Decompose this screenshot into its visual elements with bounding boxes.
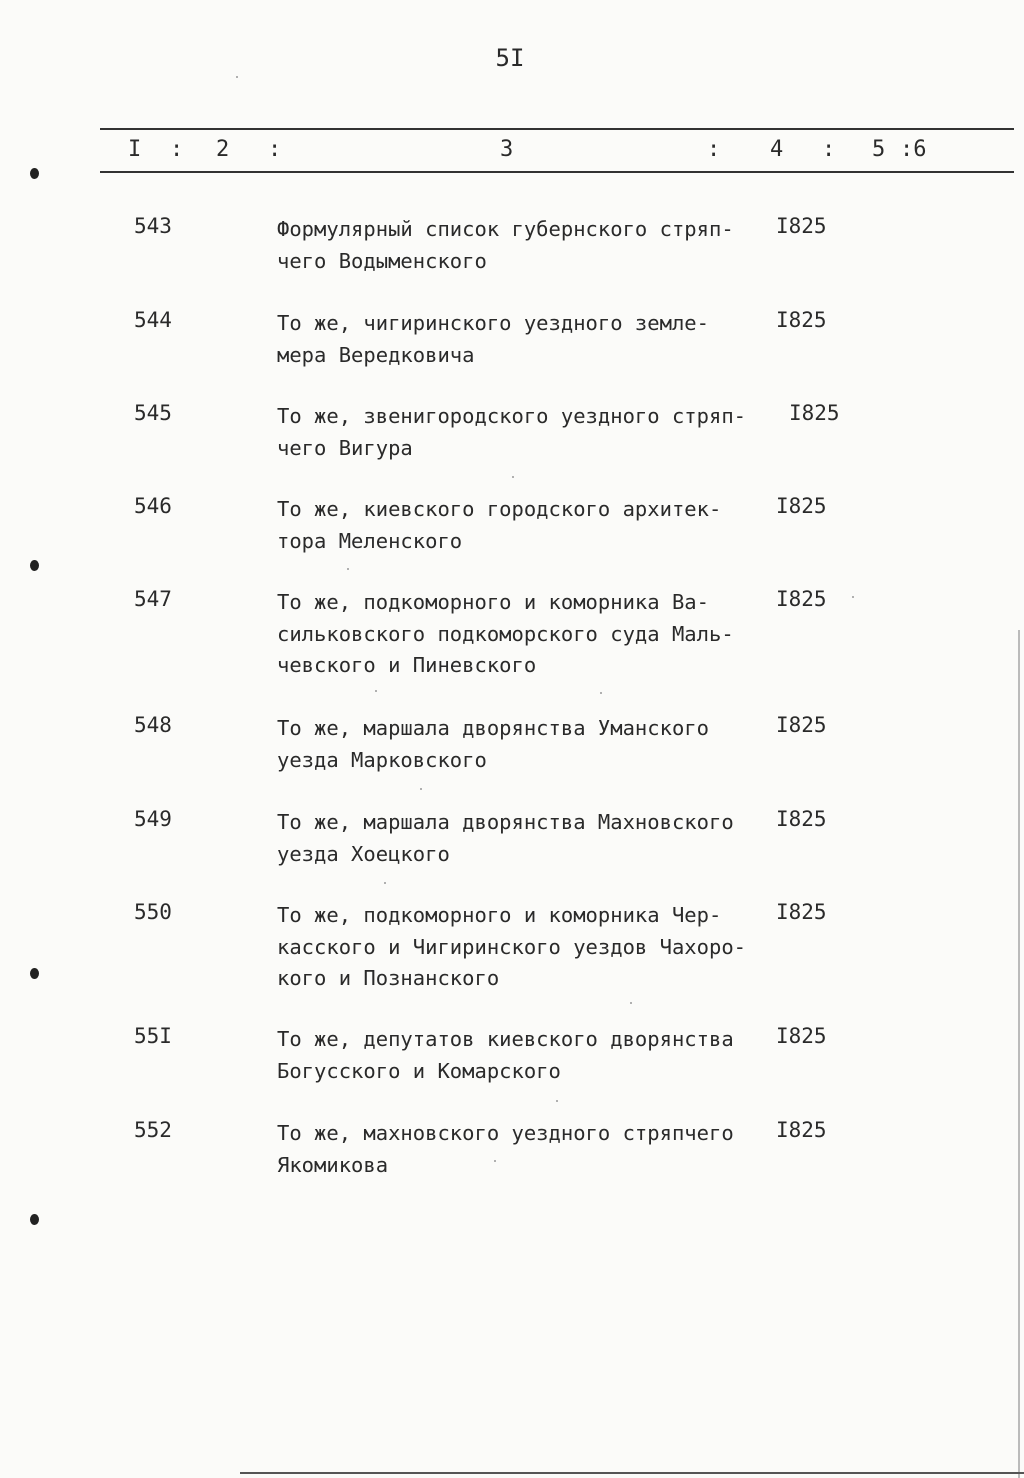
entry-number: 544 [134, 308, 172, 332]
entry-description-line: касского и Чигиринского уездов Чахоро- [277, 934, 746, 959]
entry-number: 543 [134, 214, 172, 238]
entry-description-line: чего Водыменского [277, 248, 487, 273]
entry-number: 546 [134, 494, 172, 518]
entry-description-line: сильковского подкоморского суда Маль- [277, 621, 734, 646]
entry-description [277, 214, 767, 277]
entry-year: I825 [776, 1118, 827, 1142]
binder-hole-mark [30, 168, 39, 179]
entry-number: 549 [134, 807, 172, 831]
entry-description [277, 900, 767, 995]
entry-number: 548 [134, 713, 172, 737]
scan-speck [384, 882, 386, 884]
entry-description-line: уезда Марковского [277, 747, 487, 772]
header-col-2: 2 [216, 137, 230, 162]
entry-description [277, 587, 767, 682]
entry-description-line: Богусского и Комарского [277, 1058, 561, 1083]
scan-edge-line [240, 1472, 1024, 1474]
entry-description-line: То же, маршала дворянства Уманского [277, 716, 709, 740]
binder-hole-mark [30, 560, 39, 571]
binder-hole-mark [30, 1214, 39, 1225]
entry-year: I825 [776, 807, 827, 831]
scan-speck [600, 692, 602, 694]
header-col-1: I [128, 137, 142, 162]
entry-description-line: уезда Хоецкого [277, 841, 450, 866]
entry-year: I825 [776, 713, 827, 737]
page-number: 5I [495, 44, 525, 72]
entry-number: 545 [134, 401, 172, 425]
entry-description-line: мера Вередковича [277, 342, 475, 367]
entry-description-line: То же, подкоморного и коморника Чер- [277, 903, 722, 927]
entry-number: 547 [134, 587, 172, 611]
entry-description [277, 494, 767, 557]
entry-number: 55I [134, 1024, 172, 1048]
entry-description [277, 1024, 767, 1087]
scan-speck [852, 596, 854, 598]
entry-description-line: чего Вигура [277, 435, 413, 460]
entry-description [277, 308, 767, 371]
scan-speck [494, 1160, 496, 1162]
entry-year: I825 [776, 900, 827, 924]
entry-year: I825 [776, 494, 827, 518]
entry-year: I825 [789, 401, 840, 425]
header-col-3: 3 [500, 137, 514, 162]
header-bottom-rule [100, 171, 1014, 173]
entry-description-line: Формулярный список губернского стряп- [277, 217, 734, 241]
scan-edge-line [1018, 630, 1020, 1478]
entry-description-line: То же, звенигородского уездного стряп- [277, 404, 746, 428]
entry-year: I825 [776, 1024, 827, 1048]
scan-speck [630, 1002, 632, 1004]
scan-speck [420, 788, 422, 790]
entry-description [277, 713, 767, 776]
entry-description-line: Якомикова [277, 1152, 389, 1177]
entry-description-line: То же, махновского уездного стряпчего [277, 1121, 734, 1145]
header-separator: : [268, 137, 282, 162]
scan-speck [512, 476, 514, 478]
scan-speck [556, 1100, 558, 1102]
scan-speck [375, 690, 377, 692]
entry-description-line: То же, депутатов киевского дворянства [277, 1027, 734, 1051]
entry-description-line: То же, киевского городского архитек- [277, 497, 722, 521]
entry-description-line: кого и Познанского [277, 966, 500, 990]
entry-description-line: То же, чигиринского уездного земле- [277, 311, 709, 335]
header-separator: : [170, 137, 184, 162]
entry-year: I825 [776, 214, 827, 238]
header-separator: : [822, 137, 836, 162]
header-col-5: 5 [872, 137, 886, 162]
entry-description [277, 401, 767, 464]
header-top-rule [100, 128, 1014, 130]
entry-number: 552 [134, 1118, 172, 1142]
entry-description [277, 807, 767, 870]
entry-number: 550 [134, 900, 172, 924]
entry-description-line: чевского и Пиневского [277, 653, 537, 677]
entry-year: I825 [776, 308, 827, 332]
entry-description-line: То же, подкоморного и коморника Ва- [277, 590, 709, 614]
header-col-6: :6 [900, 137, 927, 162]
scan-speck [236, 76, 238, 78]
scan-speck [347, 568, 349, 570]
header-separator: : [707, 137, 721, 162]
entry-year: I825 [776, 587, 827, 611]
header-col-4: 4 [770, 137, 784, 162]
binder-hole-mark [30, 968, 39, 979]
entry-description-line: То же, маршала дворянства Махновского [277, 810, 734, 834]
entry-description [277, 1118, 767, 1181]
entry-description-line: тора Меленского [277, 528, 463, 553]
